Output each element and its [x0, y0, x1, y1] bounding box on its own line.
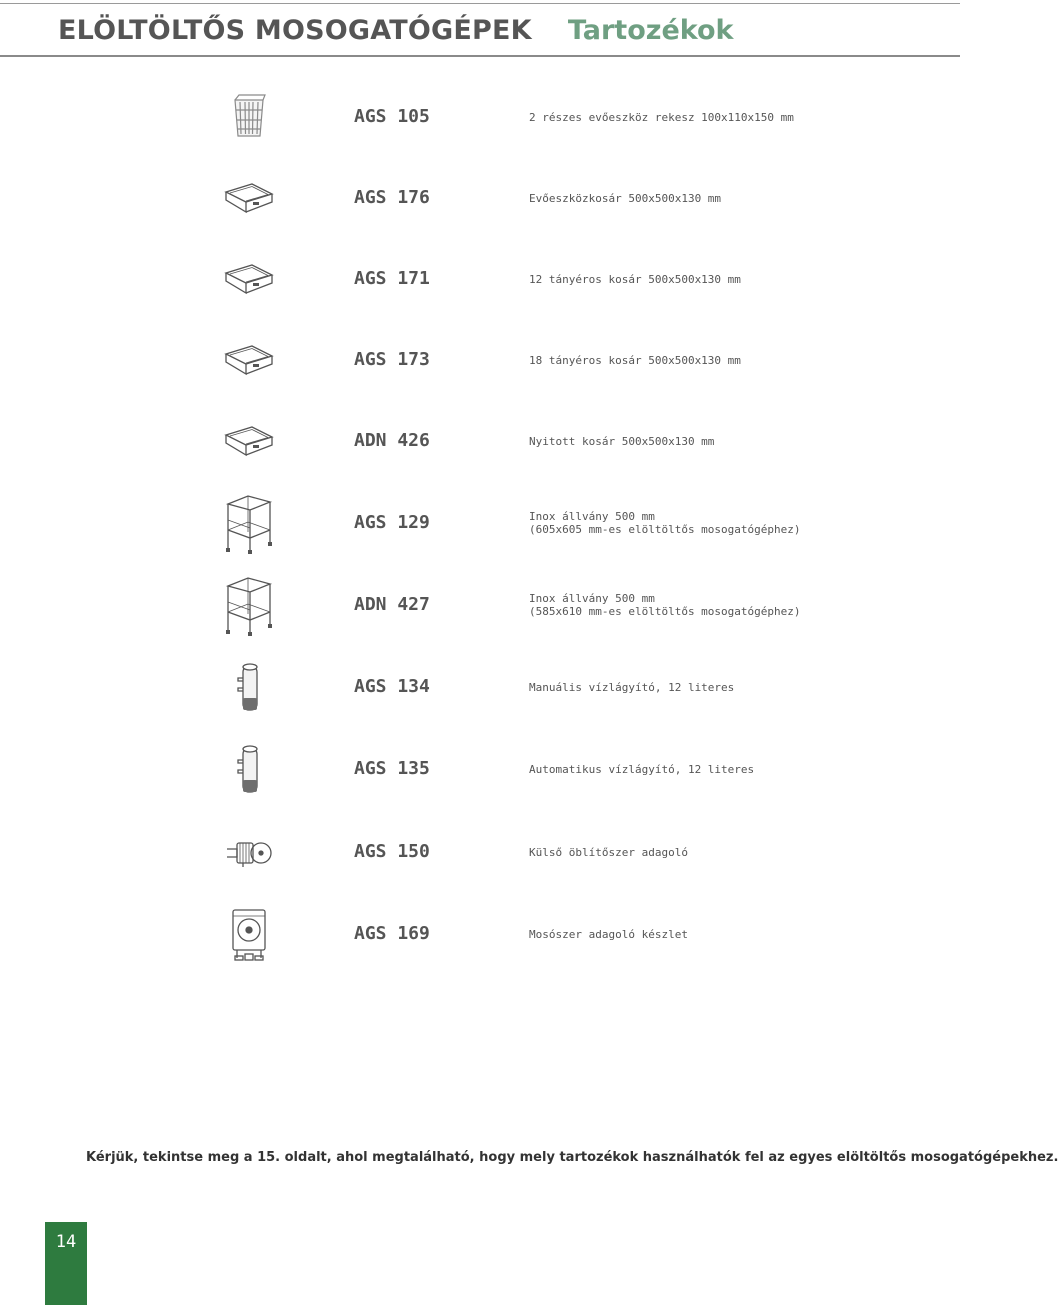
top-rule — [0, 3, 960, 4]
product-description-line: Inox állvány 500 mm — [529, 592, 655, 605]
stand-icon — [218, 570, 280, 640]
product-row — [0, 163, 960, 233]
product-description-line: 12 tányéros kosár 500x500x130 mm — [529, 272, 741, 286]
product-description-line: Inox állvány 500 mm — [529, 510, 655, 523]
product-description-line: Automatikus vízlágyító, 12 literes — [529, 762, 755, 776]
product-description — [529, 570, 949, 640]
product-description — [529, 899, 949, 969]
footer-note: Kérjük, tekintse meg a 15. oldalt, ahol megtalálható, hogy mely tartozékok használhatók fel az egyes elöltöltős mosogatógépekhez. — [86, 1150, 1058, 1165]
product-description — [529, 406, 949, 476]
header-rule — [0, 55, 960, 57]
product-code: AGS 135 — [354, 758, 430, 779]
page-header — [58, 10, 734, 50]
product-code: ADN 427 — [354, 594, 430, 615]
product-code: AGS 171 — [354, 268, 430, 289]
detergent-pump-icon — [218, 899, 280, 969]
product-description-line: Manuális vízlágyító, 12 literes — [529, 680, 735, 694]
page-title: ELÖLTÖLTŐS MOSOGATÓGÉPEK — [58, 14, 532, 46]
product-row — [0, 244, 960, 314]
product-row — [0, 652, 960, 722]
page-number: 14 — [55, 1232, 77, 1252]
product-code: ADN 426 — [354, 430, 430, 451]
product-description — [529, 734, 949, 804]
product-code: AGS 105 — [354, 106, 430, 127]
product-row — [0, 406, 960, 476]
product-code: AGS 173 — [354, 349, 430, 370]
product-description — [529, 652, 949, 722]
product-code: AGS 129 — [354, 512, 430, 533]
product-description-line: (605x605 mm-es elöltöltős mosogatógéphez) — [529, 523, 801, 536]
stand-icon — [218, 488, 280, 558]
water-softener-icon — [218, 652, 280, 722]
product-row — [0, 899, 960, 969]
product-description-line: 2 részes evőeszköz rekesz 100x110x150 mm — [529, 110, 794, 124]
product-description-line: 18 tányéros kosár 500x500x130 mm — [529, 353, 741, 367]
dish-rack-icon — [218, 406, 280, 476]
cutlery-basket-icon — [218, 82, 280, 152]
product-code: AGS 176 — [354, 187, 430, 208]
product-description-line: Mosószer adagoló készlet — [529, 927, 688, 941]
product-description-line: (585x610 mm-es elöltöltős mosogatógéphez) — [529, 605, 801, 618]
product-description — [529, 817, 949, 887]
product-row — [0, 82, 960, 152]
product-row — [0, 325, 960, 395]
product-row — [0, 734, 960, 804]
product-description-line: Nyitott kosár 500x500x130 mm — [529, 434, 715, 448]
rinse-dispenser-icon — [218, 817, 280, 887]
product-row — [0, 488, 960, 558]
product-description — [529, 244, 949, 314]
page-number-badge — [45, 1222, 87, 1305]
product-row — [0, 817, 960, 887]
product-code: AGS 134 — [354, 676, 430, 697]
product-description — [529, 325, 949, 395]
page-subtitle: Tartozékok — [567, 14, 734, 46]
dish-rack-icon — [218, 163, 280, 233]
product-description — [529, 488, 949, 558]
dish-rack-icon — [218, 244, 280, 314]
product-description — [529, 163, 949, 233]
product-description — [529, 82, 949, 152]
dish-rack-icon — [218, 325, 280, 395]
product-code: AGS 169 — [354, 923, 430, 944]
product-row — [0, 570, 960, 640]
product-description-line: Evőeszközkosár 500x500x130 mm — [529, 191, 722, 205]
product-description-line: Külső öblítőszer adagoló — [529, 845, 688, 859]
water-softener-icon — [218, 734, 280, 804]
product-code: AGS 150 — [354, 841, 430, 862]
